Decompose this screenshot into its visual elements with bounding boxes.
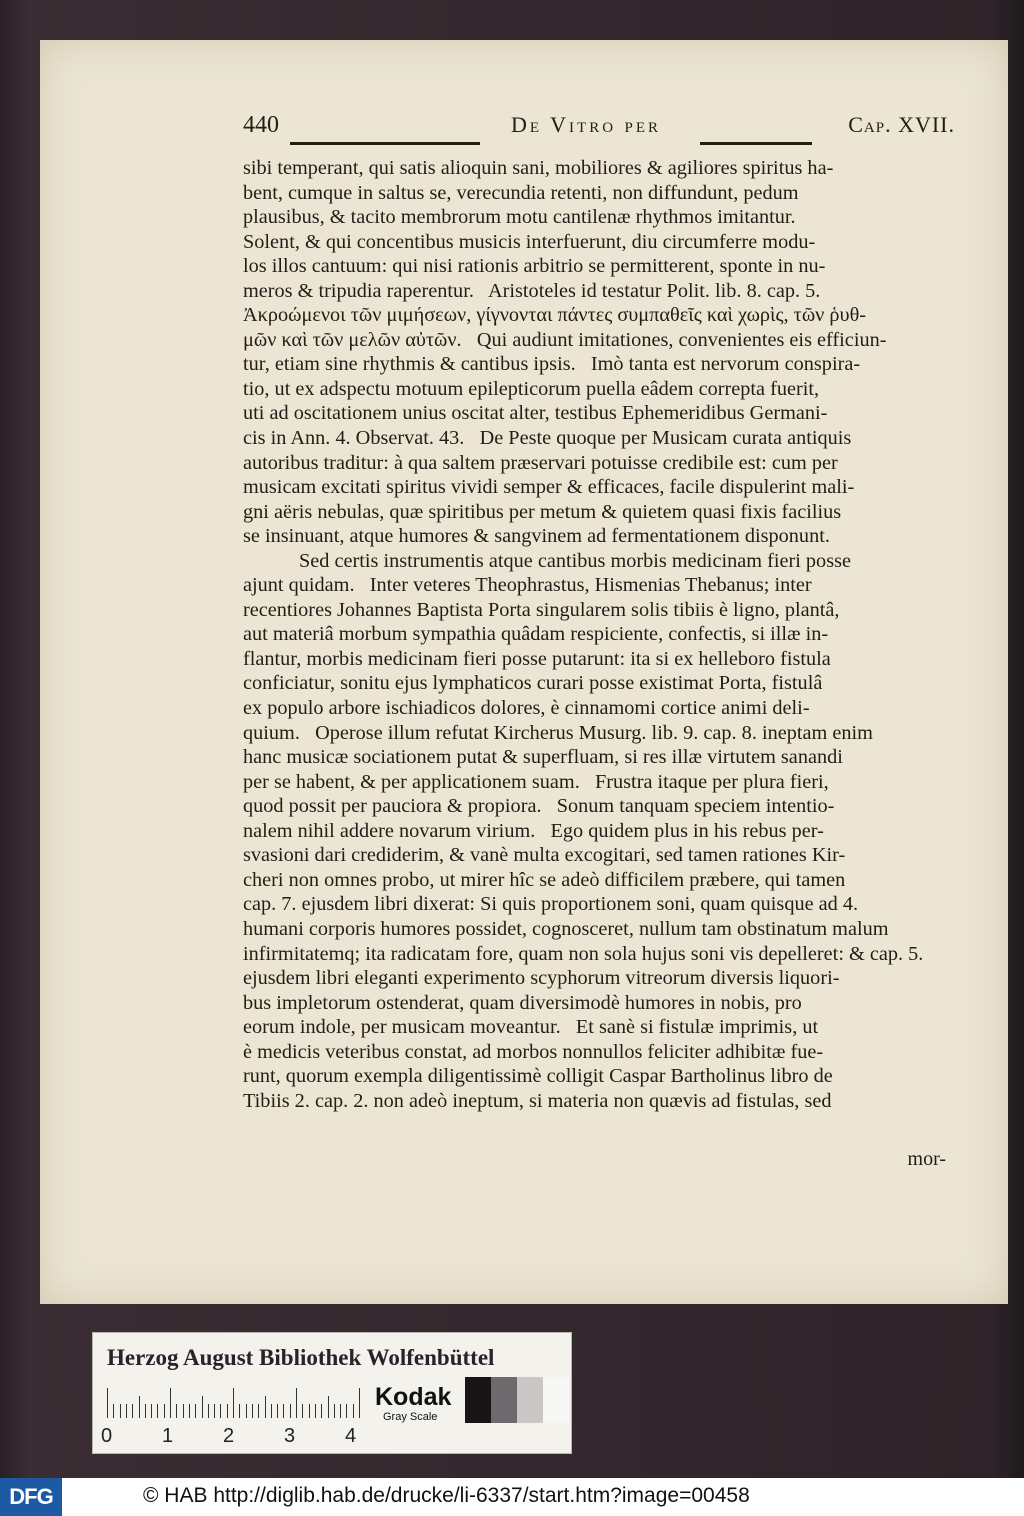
gray-swatch xyxy=(517,1377,543,1423)
paragraph-1 xyxy=(243,156,961,549)
body-text xyxy=(243,156,961,1113)
ruler-tick xyxy=(189,1404,190,1418)
text-line: se insinuant, atque humores & sangvinem ad fermentationem disponunt. xyxy=(243,525,830,548)
ruler-tick xyxy=(170,1388,171,1418)
ruler-tick xyxy=(271,1404,272,1418)
text-line: ex populo arbore ischiadicos dolores, è cinnamomi cortice animi deli- xyxy=(243,697,810,720)
text-line: uti ad oscitationem unius oscitat alter, testibus Ephemeridibus Germani- xyxy=(243,402,828,425)
text-line: humani corporis humores possidet, cognosceret, nullum tam obstinatum malum xyxy=(243,917,889,940)
text-line: tur, etiam sine rhythmis & cantibus ipsis. Imò tanta est nervorum conspira- xyxy=(243,353,861,376)
ruler-tick xyxy=(113,1404,114,1418)
ruler-tick xyxy=(309,1404,310,1418)
ruler-tick xyxy=(157,1404,158,1418)
text-line: Tibiis 2. cap. 2. non adeò ineptum, si materia non quævis ad fistulas, sed xyxy=(243,1089,832,1112)
ruler-tick xyxy=(252,1404,253,1418)
ruler-tick xyxy=(321,1404,322,1418)
ruler-tick xyxy=(334,1404,335,1418)
ruler-tick xyxy=(164,1404,165,1418)
text-line: runt, quorum exempla diligentissimè colligit Caspar Bartholinus libro de xyxy=(243,1065,833,1088)
ruler-tick xyxy=(202,1396,203,1418)
ruler-number: 0 xyxy=(101,1425,113,1447)
ruler-tick xyxy=(265,1396,266,1418)
running-title: De Vitro per xyxy=(511,112,662,137)
ruler-tick xyxy=(283,1404,284,1418)
ruler-tick xyxy=(176,1404,177,1418)
ruler-tick xyxy=(214,1404,215,1418)
ruler-tick xyxy=(340,1404,341,1418)
copyright-link[interactable]: © HAB http://diglib.hab.de/drucke/li-6337/start.htm?image=00458 xyxy=(143,1484,750,1507)
text-line: ejusdem libri eleganti experimento scyphorum vitreorum diversis liquori- xyxy=(243,967,840,990)
text-line: los illos cantuum: qui nisi rationis arbitrio se permitterent, sponte in nu- xyxy=(243,255,826,278)
ruler-tick xyxy=(195,1404,196,1418)
ruler-number: 3 xyxy=(284,1425,296,1447)
library-name: Herzog August Bibliothek Wolfenbüttel xyxy=(107,1345,495,1370)
ruler-tick xyxy=(239,1404,240,1418)
text-line: conficiatur, sonitu ejus lymphaticos curari posse existimat Porta, fistulâ xyxy=(243,672,823,695)
ruler-number: 4 xyxy=(345,1425,357,1447)
text-line: cap. 7. ejusdem libri dixerat: Si quis proportionem soni, quam quisque ad 4. xyxy=(243,893,859,916)
gray-swatch xyxy=(491,1377,517,1423)
text-line: è medicis veteribus constat, ad morbos nonnullos feliciter adhibitæ fue- xyxy=(243,1040,824,1063)
ruler-tick xyxy=(328,1396,329,1418)
ruler-tick xyxy=(353,1404,354,1418)
ruler-tick xyxy=(139,1396,140,1418)
ruler-tick xyxy=(208,1404,209,1418)
gray-swatch xyxy=(543,1377,569,1423)
text-line: μῶν καὶ τῶν μελῶν αὐτῶν. Qui audiunt imitationes, convenientes eis efficiun- xyxy=(243,328,887,351)
ruler-tick xyxy=(120,1404,121,1418)
text-line: infirmitatemq; ita radicatam fore, quam non sola hujus soni vis depelleret: & cap. 5. xyxy=(243,942,924,965)
header-rule-left xyxy=(290,142,480,145)
text-line: Solent, & qui concentibus musicis interfuerunt, diu circumferre modu- xyxy=(243,230,816,253)
text-line: sibi temperant, qui satis alioquin sani, mobiliores & agiliores spiritus ha- xyxy=(243,157,834,179)
page-header xyxy=(243,112,955,142)
text-line: plausibus, & tacito membrorum motu cantilenæ rhythmos imitantur. xyxy=(243,206,796,229)
text-line: quium. Operose illum refutat Kircherus Musurg. lib. 9. cap. 8. ineptam enim xyxy=(243,721,873,744)
ruler-tick xyxy=(346,1404,347,1418)
text-line: eorum indole, per musicam moveantur. Et sanè si fistulæ imprimis, ut xyxy=(243,1016,819,1039)
catchword: mor- xyxy=(907,1148,946,1170)
ruler-tick xyxy=(132,1404,133,1418)
text-line: Sed certis instrumentis atque cantibus morbis medicinam fieri posse xyxy=(299,549,851,572)
text-line: Ἀκροώμενοι τῶν μιμήσεων, γίγνονται πάντες συμπαθεῖς καὶ χωρὶς, τῶν ῥυθ- xyxy=(243,304,867,327)
ruler-tick xyxy=(359,1388,360,1418)
text-line: cis in Ann. 4. Observat. 43. De Peste quoque per Musicam curata antiquis xyxy=(243,427,852,450)
ruler-tick xyxy=(145,1404,146,1418)
ruler-tick xyxy=(151,1404,152,1418)
ruler-tick xyxy=(277,1404,278,1418)
ruler-tick xyxy=(246,1404,247,1418)
text-line: flantur, morbis medicinam fieri posse putarunt: ita si ex helleboro fistula xyxy=(243,647,831,670)
header-rule-right xyxy=(700,142,812,145)
ruler-tick xyxy=(258,1404,259,1418)
ruler-number: 1 xyxy=(162,1425,174,1447)
ruler-tick xyxy=(220,1404,221,1418)
text-line: nalem nihil addere novarum virium. Ego quidem plus in his rebus per- xyxy=(243,819,824,842)
ruler-tick xyxy=(126,1404,127,1418)
ruler-tick xyxy=(107,1388,108,1418)
ruler-tick xyxy=(290,1404,291,1418)
ruler-tick xyxy=(183,1404,184,1418)
text-line: bent, cumque in saltus se, verecundia retenti, non diffundunt, pedum xyxy=(243,181,799,204)
text-line: cheri non omnes probo, ut mirer hîc se adeò difficilem præbere, qui tamen xyxy=(243,868,846,891)
ruler-tick xyxy=(296,1388,297,1418)
text-line: hanc musicæ sociationem putat & superfluam, si res illæ virtutem sanandi xyxy=(243,746,843,769)
text-line: quod possit per pauciora & propiora. Sonum tanquam speciem intentio- xyxy=(243,795,835,818)
paragraph-2 xyxy=(243,549,961,1114)
text-line: aut materiâ morbum sympathia quâdam respiciente, confectis, si illæ in- xyxy=(243,623,829,646)
text-line: tio, ut ex adspectu motuum epilepticorum puella eâdem correpta fuerit, xyxy=(243,377,820,400)
ruler-number: 2 xyxy=(223,1425,235,1447)
text-line: per se habent, & per applicationem suam. Frustra itaque per plura fieri, xyxy=(243,770,829,793)
gray-swatches xyxy=(465,1377,569,1423)
page-number: 440 xyxy=(243,112,279,138)
text-line: autoribus traditur: à qua saltem præservari potuisse credibile est: cum per xyxy=(243,451,838,474)
color-card xyxy=(92,1332,572,1454)
gray-scale-label: Gray Scale xyxy=(383,1411,438,1423)
ruler-tick xyxy=(227,1404,228,1418)
ruler-tick xyxy=(302,1404,303,1418)
text-line: svasioni dari crediderim, & vanè multa excogitari, sed tamen rationes Kir- xyxy=(243,844,846,867)
kodak-logo: Kodak xyxy=(375,1383,452,1411)
gray-swatch xyxy=(465,1377,491,1423)
text-line: bus impletorum ostenderat, quam diversimodè humores in nobis, pro xyxy=(243,991,802,1014)
footer-bar xyxy=(0,1478,1024,1516)
chapter-heading: Cap. XVII. xyxy=(848,112,955,137)
dfg-logo: DFG xyxy=(0,1478,62,1516)
text-line: gni aëris nebulas, quæ spiritibus per metum & quietem quasi fixis facilius xyxy=(243,500,842,523)
text-line: meros & tripudia raperentur. Aristoteles id testatur Polit. lib. 8. cap. 5. xyxy=(243,279,821,302)
text-line: ajunt quidam. Inter veteres Theophrastus, Hismenias Thebanus; inter xyxy=(243,574,812,597)
ruler-tick xyxy=(233,1388,234,1418)
text-line: recentiores Johannes Baptista Porta singularem solis tibiis è ligno, plantâ, xyxy=(243,598,840,621)
ruler-tick xyxy=(315,1404,316,1418)
text-line: musicam excitati spiritus vividi semper & efficaces, facile dispulerint mali- xyxy=(243,476,855,499)
